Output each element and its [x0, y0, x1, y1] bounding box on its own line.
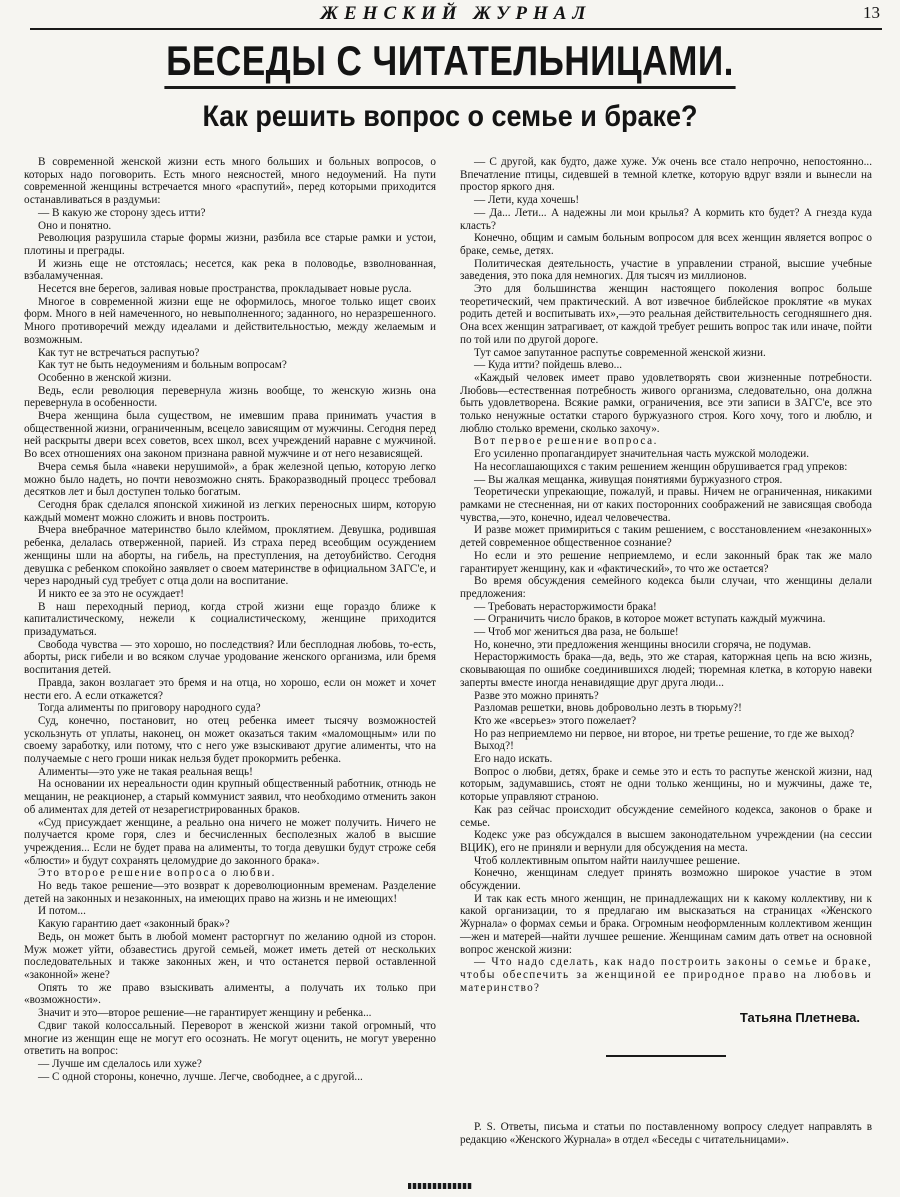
paragraph: — Вы жалкая мещанка, живущая понятиями буржуазного строя. — [474, 473, 783, 486]
paragraph: На несоглашающихся с таким решением женщин обрушивается град упреков: — [474, 460, 848, 473]
postscript-text: Р. S. Ответы, письма и статьи по поставленному вопросу следует направлять в редакцию «Женского Журнала» в отдел «Беседы с читательницами». — [460, 1121, 872, 1146]
right-column — [460, 156, 872, 1147]
paragraph: — Что надо сделать, как надо построить законы о семье и браке, чтобы обеспечить за женщиной ее природное право на любовь и материнство? — [460, 956, 872, 994]
running-head — [30, 2, 882, 30]
paragraph: Конечно, общим и самым больным вопросом для всех женщин является вопрос о браке, семье, детях. — [460, 232, 872, 257]
paragraph: Конечно, женщинам следует принять возможно широкое участие в этом обсуждении. — [460, 867, 872, 893]
paragraph: Теоретически упрекающие, пожалуй, и правы. Ничем не ограниченная, никакими рамками не стесненная, ни от каких посторонних соображений не зависящая свобода чувства,—это, конечно, идеал человечества. — [460, 486, 872, 524]
paragraph: — С другой, как будто, даже хуже. Уж очень все стало непрочно, непостоянно... Впечатление птицы, сидевшей в темной клетке, которую вдруг взяли и вынесли на простор яркого дня. — [460, 156, 872, 194]
paragraph: Алименты—это уже не такая реальная вещь! — [38, 765, 253, 778]
paragraph: — Да... Лети... А надежны ли мои крылья? А кормить кто будет? А гнезда куда класть? — [460, 206, 872, 232]
paragraph: Разве это можно принять? — [474, 689, 599, 702]
paragraph: — Требовать нерасторжимости брака! — [474, 600, 657, 613]
paragraph: Суд, конечно, постановит, но отец ребенка имеет тысячу возможностей ускользнуть от уплаты, наконец, он может оказаться таким «маломощным» или по своему заработку, или потому, что с него уже взыскивают другие алименты, что на получаемые с него гроши никак нельзя будет прокормить ребенка. — [24, 714, 436, 766]
paragraph: Тогда алименты по приговору народного суда? — [38, 702, 261, 715]
author-signature: Татьяна Плетнева. — [739, 1010, 860, 1026]
paragraph: Особенно в женской жизни. — [38, 371, 172, 384]
paragraph: Выход?! — [474, 740, 514, 753]
paragraph: Как раз сейчас происходит обсуждение семейного кодекса, законов о браке и семье. — [460, 803, 872, 829]
paragraph: И никто ее за это не осуждает! — [38, 587, 184, 600]
paragraph: Сдвиг такой колоссальный. Переворот в женской жизни такой огромный, что многие из женщин еще не могут его осознать. Не могут оценить, не могут уверенно ответить на вопрос: — [24, 1019, 436, 1058]
paragraph: — Ограничить число браков, в которое может вступать каждый мужчина. — [474, 613, 826, 626]
right-column-paragraphs — [460, 156, 872, 994]
paragraph: — Лучше им сделалось или хуже? — [38, 1057, 202, 1070]
paragraph: Вчера внебрачное материнство было клеймом, проклятием. Девушка, родившая ребенка, делалась отверженной, парией. Из страха перед всеобщим осуждением женщины шли на аборты, на гибель, на преступления, на детоубийство. Сегодня девушка с ребенком спокойно заявляет о своем материнстве в официальном ЗАГС'е, и через народный суд требует с отца доли на воспитание. — [24, 524, 436, 588]
paragraph: Кто же «всерьез» этого пожелает? — [474, 714, 637, 727]
paragraph: Это для большинства женщин настоящего поколения вопрос больше теоретический, чем практический. А вот извечное библейское проклятие «в муках родить детей и воспитывать их»,—это реальная действительность сегодняшнего дня. Она всех женщин затрагивает, от каждой требует решить вопрос так или иначе, пойти по той или по другой дороге. — [460, 283, 872, 346]
paragraph: И разве может примириться с таким решением, с восстановлением «незаконных» детей современное общественное сознание? — [460, 524, 872, 550]
paragraph: В наш переходный период, когда строй жизни еще гораздо ближе к капиталистическому, нежели к социалистическому, женщине приходится призадуматься. — [24, 600, 436, 639]
paragraph: «Каждый человек имеет право удовлетворять свои жизненные потребности. Любовь—естественная потребность живого организма, следовательно, она должна быть удовлетворена. Всякие рамки, ограничения, все эти записи в ЗАГС'е, все это только ненужные остатки старого буржуазного строя. Кого хочу, того и люблю, и люблю столько времени, сколько захочу». — [460, 371, 872, 435]
paragraph: Политическая деятельность, участие в управлении страной, высшие учебные заведения, это пока для немногих. Для тысяч из миллионов. — [460, 257, 872, 283]
paragraph: Во время обсуждения семейного кодекса были случаи, что женщины делали предложения: — [460, 575, 872, 600]
paragraph: — Чтоб мог жениться два раза, не больше! — [474, 626, 679, 639]
paragraph: Как тут не быть недоумениям и больным вопросам? — [38, 359, 287, 372]
paragraph: — Лети, куда хочешь! — [474, 194, 580, 207]
paragraph: Вот первое решение вопроса. — [474, 435, 659, 448]
paragraph: Его надо искать. — [474, 753, 553, 766]
paragraph: — В какую же сторону здесь итти? — [38, 206, 206, 219]
paragraph: Но ведь такое решение—это возврат к дореволюционным временам. Разделение детей на законных и незаконных, на имеющих право на жизнь и не имеющих! — [24, 880, 436, 905]
paragraph: Но если и это решение неприемлемо, и если законный брак так же мало гарантирует женщину, как и «фактический», то что же остается? — [460, 549, 872, 575]
paragraph: Вопрос о любви, детях, браке и семье это и есть то распутье женской жизни, над которым, задумавшись, стоят не одни только женщины, но и мужчины, даже те, которые управляют страною. — [460, 765, 872, 804]
postscript — [460, 1121, 872, 1146]
paragraph: Опять то же право взыскивать алименты, а получать их только при «возможности». — [24, 981, 436, 1007]
paragraph: — С одной стороны, конечно, лучше. Легче, свободнее, а с другой... — [38, 1070, 363, 1083]
paragraph: Разломав решетки, вновь добровольно лезть в тюрьму?! — [474, 702, 742, 715]
paragraph: Это второе решение вопроса о любви. — [38, 867, 277, 880]
paragraph: Ведь, он может быть в любой момент расторгнут по желанию одной из сторон. Муж может уйти, обзавестись другой семьей, может иметь детей от нескольких последовательных и также законных жен, и что останется первой оставленной «законной» жене? — [24, 930, 436, 981]
paragraph: Его усиленно пропагандирует значительная часть мужской молодежи. — [474, 448, 810, 461]
section-title-text: БЕСЕДЫ С ЧИТАТЕЛЬНИЦАМИ. — [164, 36, 735, 89]
paragraph: Но раз неприемлемо ни первое, ни второе, ни третье решение, то где же выход? — [474, 727, 855, 740]
divider-rule — [606, 1055, 726, 1057]
section-title — [0, 36, 900, 89]
paragraph: Тут самое запутанное распутье современной женской жизни. — [474, 346, 766, 359]
paragraph: Как тут не встречаться распутью? — [38, 346, 200, 359]
left-column — [24, 156, 436, 1083]
paragraph: Кодекс уже раз обсуждался в высшем законодательном учреждении (на сессии ВЦИК), его не приняли и вернули для обсуждения на места. — [460, 829, 872, 854]
paragraph: И потом... — [38, 905, 86, 918]
paragraph: Вчера женщина была существом, не имевшим права принимать участия в общественной жизни, ограниченным, всецело зависящим от мужчины. Сегодня перед ней раскрыты двери всех советов, всех школ, всех учреждений наравне с мужчиной. Во всех отношениях она законом признана равной мужчине и от него независящей. — [24, 410, 436, 461]
paragraph: Оно и понятно. — [38, 219, 112, 232]
magazine-name: ЖЕНСКИЙ ЖУРНАЛ — [320, 3, 592, 24]
paragraph: Но, конечно, эти предложения женщины вносили сгоряча, не подумав. — [474, 638, 812, 651]
footer-ornament — [408, 1183, 472, 1189]
paragraph: Ведь, если революция перевернула жизнь вообще, то женскую жизнь она перевернула в особенности. — [24, 384, 436, 410]
paragraph: Сегодня брак сделался японской хижиной из легких переносных ширм, которую каждый момент можно сложить и вновь построить. — [24, 498, 436, 524]
paragraph: Многое в современной жизни еще не оформилось, многое только ищет своих форм. Много в ней намеченного, но невыполненного; заданного, но неразрешенного. Много противоречий между идеалами и действительностью, между желаемым и возможным. — [24, 295, 436, 346]
paragraph: «Суд присуждает женщине, а реально она ничего не может получить. Ничего не получается кроме горя, слез и бесчисленных бесполезных жалоб в высшие учреждения... Если не будет права на алименты, то тогда девушки будут строже себя «блюсти» и будут сохранять целомудрие до законного брака». — [24, 816, 436, 867]
paragraph: Какую гарантию дает «законный брак»? — [38, 918, 230, 931]
paragraph: В современной женской жизни есть много больших и больных вопросов, о которых надо поговорить. Есть много неясностей, много недоумений. На пути современной женщины встречается много «распутий», перед которыми приходится останавливаться в раздумьи: — [24, 156, 436, 207]
article-title-text: Как решить вопрос о семье и браке? — [202, 100, 698, 133]
paragraph: Революция разрушила старые формы жизни, разбила все старые рамки и устои, плотины и преграды. — [24, 232, 436, 257]
article-title — [0, 100, 900, 134]
paragraph: И так как есть много женщин, не принадлежащих ни к какому коллективу, ни к какой организации, то я предлагаю им высказаться на страницах «Женского Журнала» о формах семьи и брака. Огромным неоформленным коллективом женщин—жен и матерей—найти лучшее решение. Женщинам самим дать ответ на основной вопрос женской жизни: — [460, 892, 872, 956]
paragraph: На основании их нереальности один крупный общественный работник, отнюдь не мещанин, не реакционер, а старый коммунист заявил, что необходимо отменить закон об алиментах для детей от незарегистрированных браков. — [24, 778, 436, 816]
paragraph: Правда, закон возлагает это бремя и на отца, но хорошо, если он может и хочет нести его. А если откажется? — [24, 676, 436, 702]
paragraph: Вчера семья была «навеки нерушимой», а брак железной цепью, которую легко можно было надеть, но почти невозможно снять. Бракоразводный процесс требовал десятков лет и был доступен только богатым. — [24, 460, 436, 499]
paragraph: Свобода чувства — это хорошо, но последствия? Или бесплодная любовь, то-есть, аборты, риск гибели и во всяком случае уродование женского организма, или бремя воспитания детей. — [24, 638, 436, 677]
paragraph: — Куда итти? пойдешь влево... — [474, 359, 623, 372]
paragraph: И жизнь еще не отстоялась; несется, как река в половодье, взволнованная, взбаламученная. — [24, 257, 436, 283]
page-number: 13 — [863, 3, 880, 22]
paragraph: Нерасторжимость брака—да, ведь, это же старая, каторжная цепь на всю жизнь, сковывающая по ошибке соединившихся людей; тюремная клетка, в которую навеки заперты вместе иногда ненавидящие друг друга люди... — [460, 651, 872, 689]
paragraph: Чтоб коллективным опытом найти наилучшее решение. — [474, 854, 741, 867]
paragraph: Значит и это—второе решение—не гарантирует женщину и ребенка... — [38, 1007, 372, 1020]
paragraph: Несется вне берегов, заливая новые пространства, прокладывает новые русла. — [38, 283, 412, 296]
